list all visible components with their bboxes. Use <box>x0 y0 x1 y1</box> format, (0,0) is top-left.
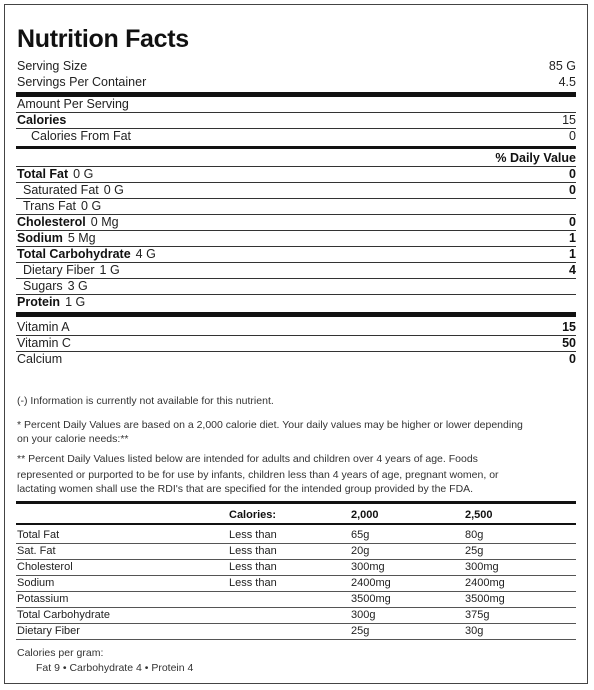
table-header-cell: 2,000 <box>351 509 379 521</box>
nutrient-name: Sodium <box>17 231 63 245</box>
calories-value: 15 <box>562 113 576 127</box>
amount-per-serving-label: Amount Per Serving <box>17 97 129 111</box>
nutrient-daily-value: 0 <box>569 183 576 197</box>
table-row <box>16 623 576 640</box>
table-cell: 65g <box>351 529 370 541</box>
table-cell: Less than <box>229 545 277 557</box>
not-available-note: (-) Information is currently not available for this nutrient. <box>17 395 274 407</box>
nutrient-label <box>17 246 156 262</box>
nutrient-daily-value: 4 <box>569 263 576 277</box>
calories-from-fat-row <box>16 128 576 144</box>
nutrient-row <box>16 166 576 182</box>
table-cell: Cholesterol <box>17 561 73 573</box>
table-cell: 25g <box>465 545 484 557</box>
table-header-cell: 2,500 <box>465 509 493 521</box>
nutrient-row <box>16 214 576 230</box>
table-cell: Total Fat <box>17 529 60 541</box>
calories-from-fat-value: 0 <box>569 129 576 143</box>
table-cell: Dietary Fiber <box>17 625 80 637</box>
nutrient-name: Sugars <box>23 279 63 293</box>
vitamin-row <box>16 335 576 351</box>
nutrient-name: Total Fat <box>17 167 69 181</box>
nutrient-label <box>23 262 120 278</box>
calories-label: Calories <box>17 113 67 127</box>
table-row <box>16 527 576 544</box>
vitamin-row <box>16 319 576 335</box>
table-cell: Sat. Fat <box>17 545 56 557</box>
nutrient-label <box>17 214 119 230</box>
table-cell: 30g <box>465 625 484 637</box>
nutrient-label <box>23 182 124 198</box>
calories-row <box>16 112 576 128</box>
nutrient-label <box>17 166 93 182</box>
rdi-note-line-2: represented or purported to be for use by infants, children less than 4 years of age, pregnant women, or <box>17 469 499 481</box>
nutrient-daily-value: 0 <box>569 215 576 229</box>
table-cell: Potassium <box>17 593 69 605</box>
calories-per-gram-values: Fat 9 • Carbohydrate 4 • Protein 4 <box>36 662 194 674</box>
table-cell: 300g <box>351 609 376 621</box>
table-cell: 25g <box>351 625 370 637</box>
table-cell: 3500mg <box>465 593 505 605</box>
nutrient-row <box>16 262 576 278</box>
serving-size-value: 85 G <box>548 59 576 73</box>
nutrient-amount: 0 G <box>81 199 102 213</box>
vitamin-row <box>16 351 576 367</box>
divider-medium <box>16 146 576 149</box>
servings-per-container-row <box>16 74 576 90</box>
nutrient-label <box>17 230 96 246</box>
table-row <box>16 591 576 608</box>
nutrient-amount: 3 G <box>67 279 88 293</box>
nutrient-label <box>23 198 101 214</box>
divider-medium <box>16 501 576 504</box>
table-row <box>16 607 576 624</box>
nutrient-amount: 1 G <box>65 295 86 309</box>
table-header-row <box>16 507 576 525</box>
daily-value-header-row <box>16 150 576 166</box>
nutrient-row <box>16 230 576 246</box>
table-row <box>16 543 576 560</box>
rdi-note-line-1: ** Percent Daily Values listed below are intended for adults and children over 4 years of age. Foods <box>17 453 478 465</box>
table-row <box>16 559 576 576</box>
table-cell: 80g <box>465 529 484 541</box>
nutrient-amount: 0 Mg <box>90 215 119 229</box>
percent-daily-value-note-line-2: on your calorie needs:** <box>17 433 129 445</box>
table-cell: Less than <box>229 561 277 573</box>
servings-per-container-label: Servings Per Container <box>17 75 147 89</box>
vitamin-name: Calcium <box>17 352 63 366</box>
table-header-cell: Calories: <box>229 509 277 521</box>
table-cell: 300mg <box>465 561 499 573</box>
vitamin-daily-value: 15 <box>562 320 576 334</box>
nutrient-row <box>16 198 576 214</box>
table-cell: 300mg <box>351 561 385 573</box>
table-cell: 2400mg <box>465 577 505 589</box>
nutrient-name: Saturated Fat <box>23 183 99 197</box>
nutrient-row <box>16 182 576 198</box>
rdi-note-line-3: lactating women shall use the RDI's that are specified for the intended group provided by the FDA. <box>17 483 474 495</box>
table-cell: Less than <box>229 577 277 589</box>
serving-size-label: Serving Size <box>17 59 88 73</box>
serving-size-row <box>16 58 576 74</box>
nutrient-amount: 5 Mg <box>67 231 96 245</box>
panel-title: Nutrition Facts <box>17 25 189 53</box>
nutrient-name: Protein <box>17 295 61 309</box>
daily-value-header: % Daily Value <box>495 151 576 165</box>
nutrient-name: Total Carbohydrate <box>17 247 131 261</box>
nutrient-name: Trans Fat <box>23 199 77 213</box>
nutrient-daily-value: 1 <box>569 231 576 245</box>
nutrient-row <box>16 294 576 310</box>
nutrient-daily-value: 1 <box>569 247 576 261</box>
nutrient-amount: 0 G <box>103 183 124 197</box>
calories-from-fat-label: Calories From Fat <box>31 129 132 143</box>
nutrient-amount: 0 G <box>73 167 94 181</box>
nutrient-label <box>23 278 88 294</box>
servings-per-container-value: 4.5 <box>558 75 576 89</box>
table-cell: 3500mg <box>351 593 391 605</box>
calories-per-gram-label: Calories per gram: <box>17 647 104 659</box>
nutrient-row <box>16 278 576 294</box>
table-cell: 2400mg <box>351 577 391 589</box>
nutrition-facts-panel <box>4 4 588 684</box>
table-cell: Sodium <box>17 577 55 589</box>
table-cell: Less than <box>229 529 277 541</box>
table-cell: Total Carbohydrate <box>17 609 110 621</box>
table-row <box>16 575 576 592</box>
vitamin-name: Vitamin C <box>17 336 71 350</box>
vitamin-name: Vitamin A <box>17 320 70 334</box>
nutrient-name: Dietary Fiber <box>23 263 95 277</box>
amount-per-serving-row <box>16 96 576 112</box>
percent-daily-value-note-line-1: * Percent Daily Values are based on a 2,000 calorie diet. Your daily values may be higher or lower depending <box>17 419 523 431</box>
vitamin-daily-value: 0 <box>569 352 576 366</box>
table-cell: 375g <box>465 609 490 621</box>
nutrient-row <box>16 246 576 262</box>
nutrient-daily-value: 0 <box>569 167 576 181</box>
nutrient-amount: 1 G <box>99 263 120 277</box>
nutrient-label <box>17 294 85 310</box>
divider-thick <box>16 312 576 317</box>
nutrient-amount: 4 G <box>135 247 156 261</box>
table-cell: 20g <box>351 545 370 557</box>
nutrient-name: Cholesterol <box>17 215 86 229</box>
vitamin-daily-value: 50 <box>562 336 576 350</box>
